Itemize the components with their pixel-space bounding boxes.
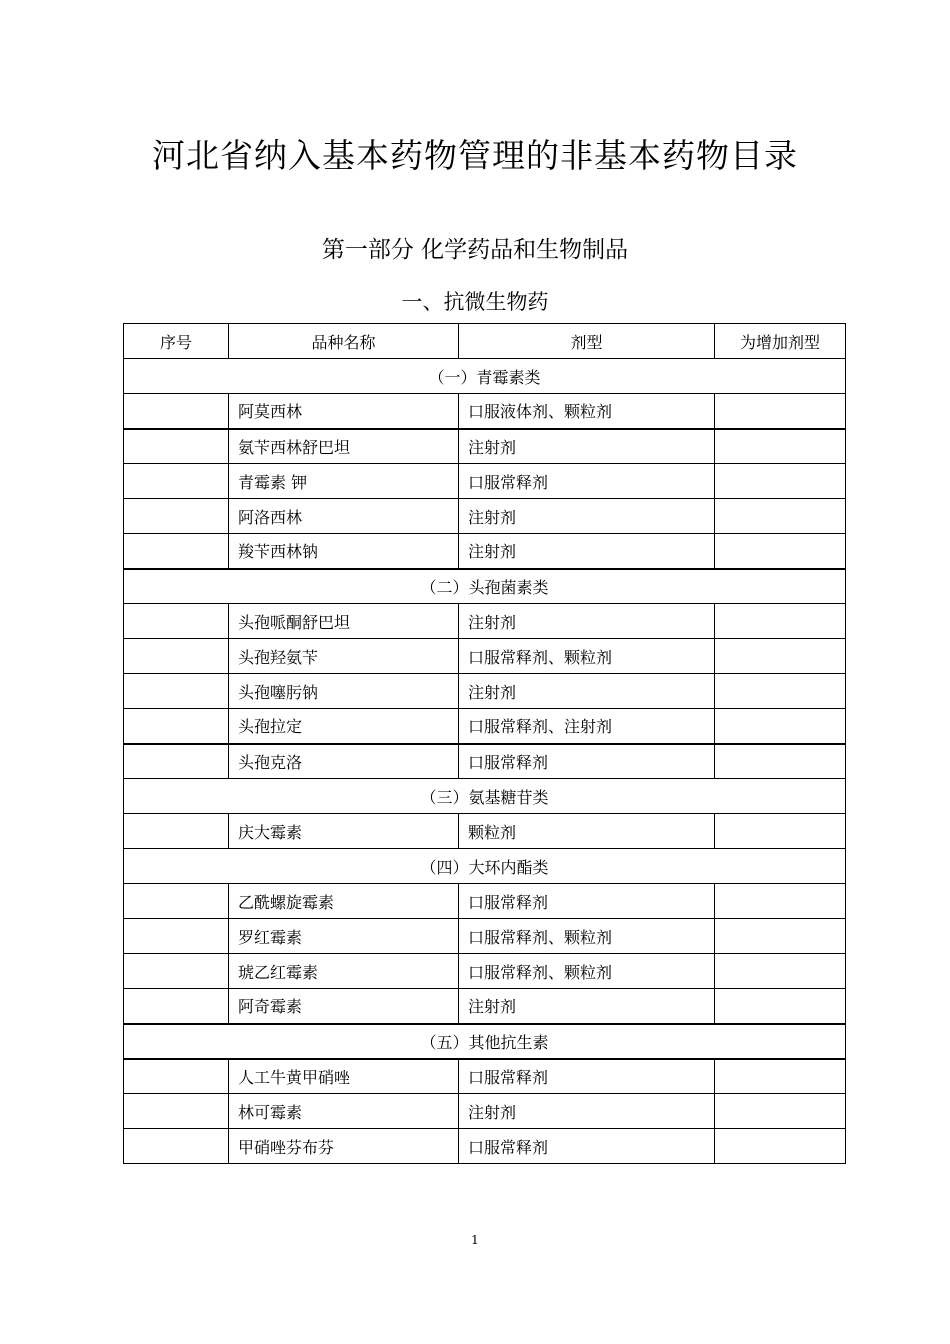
part-title: 第一部分 化学药品和生物制品 — [321, 237, 629, 263]
added-form-cell — [715, 429, 846, 464]
seq-cell — [124, 919, 229, 954]
dosage-form-cell: 注射剂 — [459, 429, 715, 464]
seq-cell — [124, 1129, 229, 1164]
dosage-form-cell: 口服液体剂、颗粒剂 — [459, 394, 715, 429]
seq-cell — [124, 954, 229, 989]
drug-name-cell: 头孢克洛 — [229, 744, 459, 779]
seq-cell — [124, 709, 229, 744]
document-title: 河北省纳入基本药物管理的非基本药物目录 — [152, 136, 798, 175]
table-row — [124, 429, 846, 464]
added-form-cell — [715, 709, 846, 744]
seq-cell — [124, 429, 229, 464]
added-form-cell — [715, 814, 846, 849]
drug-name-cell: 甲硝唑芬布芬 — [229, 1129, 459, 1164]
drug-name-cell: 羧苄西林钠 — [229, 534, 459, 569]
seq-cell — [124, 639, 229, 674]
seq-cell — [124, 989, 229, 1024]
dosage-form-cell: 口服常释剂、注射剂 — [459, 709, 715, 744]
table-row — [124, 919, 846, 954]
added-form-cell — [715, 499, 846, 534]
drug-name-cell: 人工牛黄甲硝唑 — [229, 1059, 459, 1094]
added-form-cell — [715, 744, 846, 779]
table-row — [124, 744, 846, 779]
header-seq: 序号 — [124, 324, 229, 359]
drug-name-cell: 林可霉素 — [229, 1094, 459, 1129]
category-row — [124, 359, 846, 394]
added-form-cell — [715, 639, 846, 674]
seq-cell — [124, 464, 229, 499]
table-row — [124, 534, 846, 569]
table-row — [124, 464, 846, 499]
dosage-form-cell: 颗粒剂 — [459, 814, 715, 849]
table-row — [124, 814, 846, 849]
dosage-form-cell: 注射剂 — [459, 499, 715, 534]
category-label: （五）其他抗生素 — [124, 1024, 846, 1059]
category-label: （四）大环内酯类 — [124, 849, 846, 884]
drug-name-cell: 头孢羟氨苄 — [229, 639, 459, 674]
seq-cell — [124, 499, 229, 534]
table-header-row — [124, 324, 846, 359]
drug-name-cell: 琥乙红霉素 — [229, 954, 459, 989]
drug-name-cell: 氨苄西林舒巴坦 — [229, 429, 459, 464]
dosage-form-cell: 口服常释剂 — [459, 1129, 715, 1164]
dosage-form-cell: 注射剂 — [459, 1094, 715, 1129]
added-form-cell — [715, 1129, 846, 1164]
drug-name-cell: 头孢哌酮舒巴坦 — [229, 604, 459, 639]
added-form-cell — [715, 394, 846, 429]
seq-cell — [124, 534, 229, 569]
dosage-form-cell: 注射剂 — [459, 604, 715, 639]
category-row — [124, 779, 846, 814]
header-added-form: 为增加剂型 — [715, 324, 846, 359]
added-form-cell — [715, 989, 846, 1024]
dosage-form-cell: 口服常释剂 — [459, 1059, 715, 1094]
table-row — [124, 674, 846, 709]
dosage-form-cell: 口服常释剂、颗粒剂 — [459, 919, 715, 954]
added-form-cell — [715, 1094, 846, 1129]
table-row — [124, 499, 846, 534]
dosage-form-cell: 口服常释剂 — [459, 464, 715, 499]
added-form-cell — [715, 674, 846, 709]
table-row — [124, 394, 846, 429]
category-label: （二）头孢菌素类 — [124, 569, 846, 604]
dosage-form-cell: 口服常释剂 — [459, 884, 715, 919]
seq-cell — [124, 674, 229, 709]
category-row — [124, 1024, 846, 1059]
drug-name-cell: 青霉素 钾 — [229, 464, 459, 499]
seq-cell — [124, 1094, 229, 1129]
dosage-form-cell: 注射剂 — [459, 534, 715, 569]
page-number: 1 — [471, 1233, 479, 1247]
table-row — [124, 604, 846, 639]
drug-name-cell: 乙酰螺旋霉素 — [229, 884, 459, 919]
section-title: 一、抗微生物药 — [401, 290, 549, 314]
drug-name-cell: 阿洛西林 — [229, 499, 459, 534]
dosage-form-cell: 注射剂 — [459, 674, 715, 709]
seq-cell — [124, 814, 229, 849]
seq-cell — [124, 744, 229, 779]
table-row — [124, 639, 846, 674]
drug-name-cell: 阿莫西林 — [229, 394, 459, 429]
table-row — [124, 709, 846, 744]
table-row — [124, 989, 846, 1024]
category-label: （三）氨基糖苷类 — [124, 779, 846, 814]
seq-cell — [124, 394, 229, 429]
drug-name-cell: 头孢噻肟钠 — [229, 674, 459, 709]
dosage-form-cell: 注射剂 — [459, 989, 715, 1024]
added-form-cell — [715, 919, 846, 954]
added-form-cell — [715, 464, 846, 499]
table-body — [124, 359, 846, 1164]
seq-cell — [124, 604, 229, 639]
dosage-form-cell: 口服常释剂、颗粒剂 — [459, 639, 715, 674]
drug-name-cell: 庆大霉素 — [229, 814, 459, 849]
table-row — [124, 1129, 846, 1164]
drug-name-cell: 头孢拉定 — [229, 709, 459, 744]
header-name: 品种名称 — [229, 324, 459, 359]
added-form-cell — [715, 534, 846, 569]
header-form: 剂型 — [459, 324, 715, 359]
drug-name-cell: 阿奇霉素 — [229, 989, 459, 1024]
added-form-cell — [715, 1059, 846, 1094]
table-row — [124, 1094, 846, 1129]
dosage-form-cell: 口服常释剂 — [459, 744, 715, 779]
category-row — [124, 849, 846, 884]
added-form-cell — [715, 884, 846, 919]
seq-cell — [124, 1059, 229, 1094]
category-label: （一）青霉素类 — [124, 359, 846, 394]
added-form-cell — [715, 954, 846, 989]
table-row — [124, 884, 846, 919]
drug-table — [123, 323, 846, 1164]
category-row — [124, 569, 846, 604]
drug-name-cell: 罗红霉素 — [229, 919, 459, 954]
added-form-cell — [715, 604, 846, 639]
table-row — [124, 954, 846, 989]
dosage-form-cell: 口服常释剂、颗粒剂 — [459, 954, 715, 989]
seq-cell — [124, 884, 229, 919]
table-row — [124, 1059, 846, 1094]
